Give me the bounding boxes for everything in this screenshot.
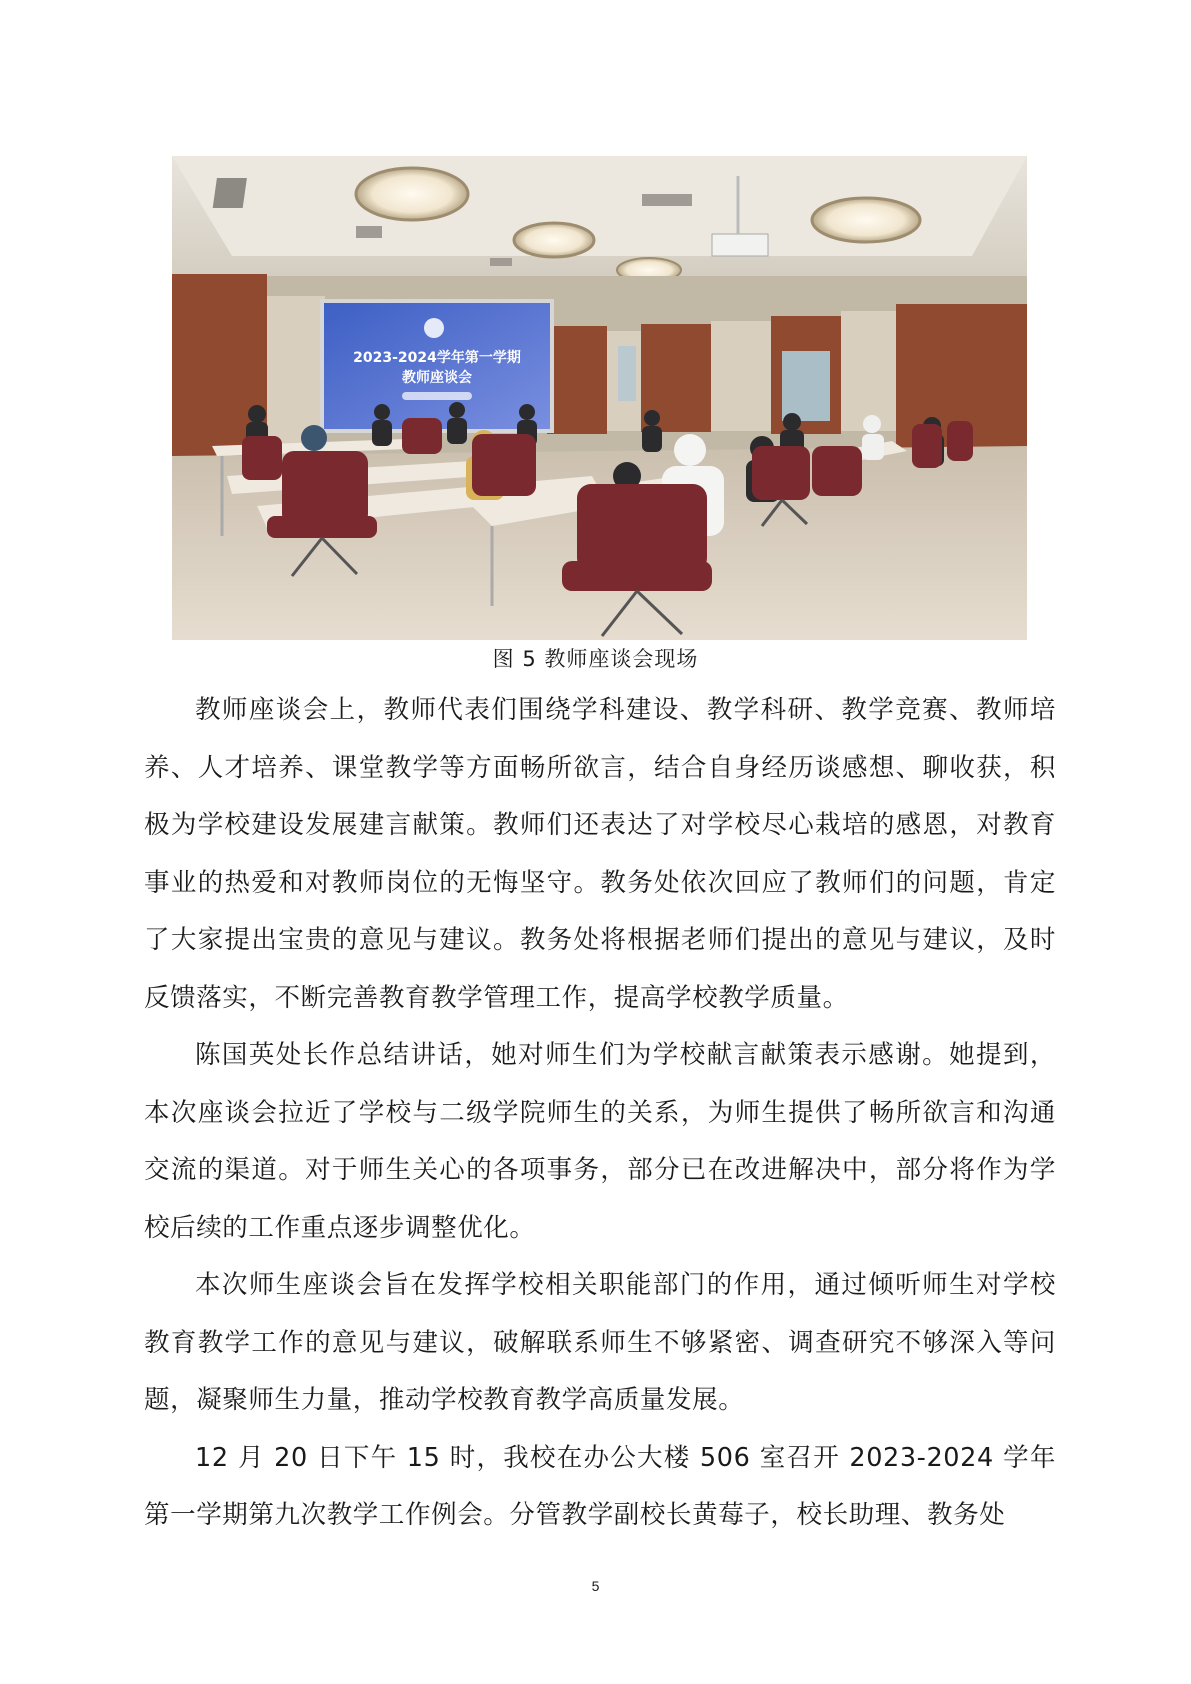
screen-title-line2: 教师座谈会 — [402, 370, 472, 386]
body-text — [144, 682, 1056, 1545]
meeting-photo — [172, 156, 1027, 640]
paragraph-2: 陈国英处长作总结讲话，她对师生们为学校献言献策表示感谢。她提到，本次座谈会拉近了学校与二级学院师生的关系，为师生提供了畅所欲言和沟通交流的渠道。对于师生关心的各项事务，部分已在改进解决中，部分将作为学校后续的工作重点逐步调整优化。 — [144, 1040, 1056, 1243]
paragraph-1: 教师座谈会上，教师代表们围绕学科建设、教学科研、教学竞赛、教师培养、人才培养、课堂教学等方面畅所欲言，结合自身经历谈感想、聊收获，积极为学校建设发展建言献策。教师们还表达了对学校尽心栽培的感恩，对教育事业的热爱和对教师岗位的无悔坚守。教务处依次回应了教师们的问题，肯定了大家提出宝贵的意见与建议。教务处将根据老师们提出的意见与建议，及时反馈落实，不断完善教育教学管理工作，提高学校教学质量。 — [144, 695, 1056, 1013]
page-number: 5 — [591, 1578, 600, 1594]
paragraph-4: 12 月 20 日下午 15 时，我校在办公大楼 506 室召开 2023-2024 学年第一学期第九次教学工作例会。分管教学副校长黄莓子，校长助理、教务处 — [144, 1442, 1056, 1530]
figure-caption: 图 5 教师座谈会现场 — [492, 647, 699, 671]
paragraph-3: 本次师生座谈会旨在发挥学校相关职能部门的作用，通过倾听师生对学校教育教学工作的意见与建议，破解联系师生不够紧密、调查研究不够深入等问题，凝聚师生力量，推动学校教育教学高质量发展。 — [144, 1270, 1056, 1415]
screen-title-line1: 2023-2024学年第一学期 — [353, 350, 521, 366]
